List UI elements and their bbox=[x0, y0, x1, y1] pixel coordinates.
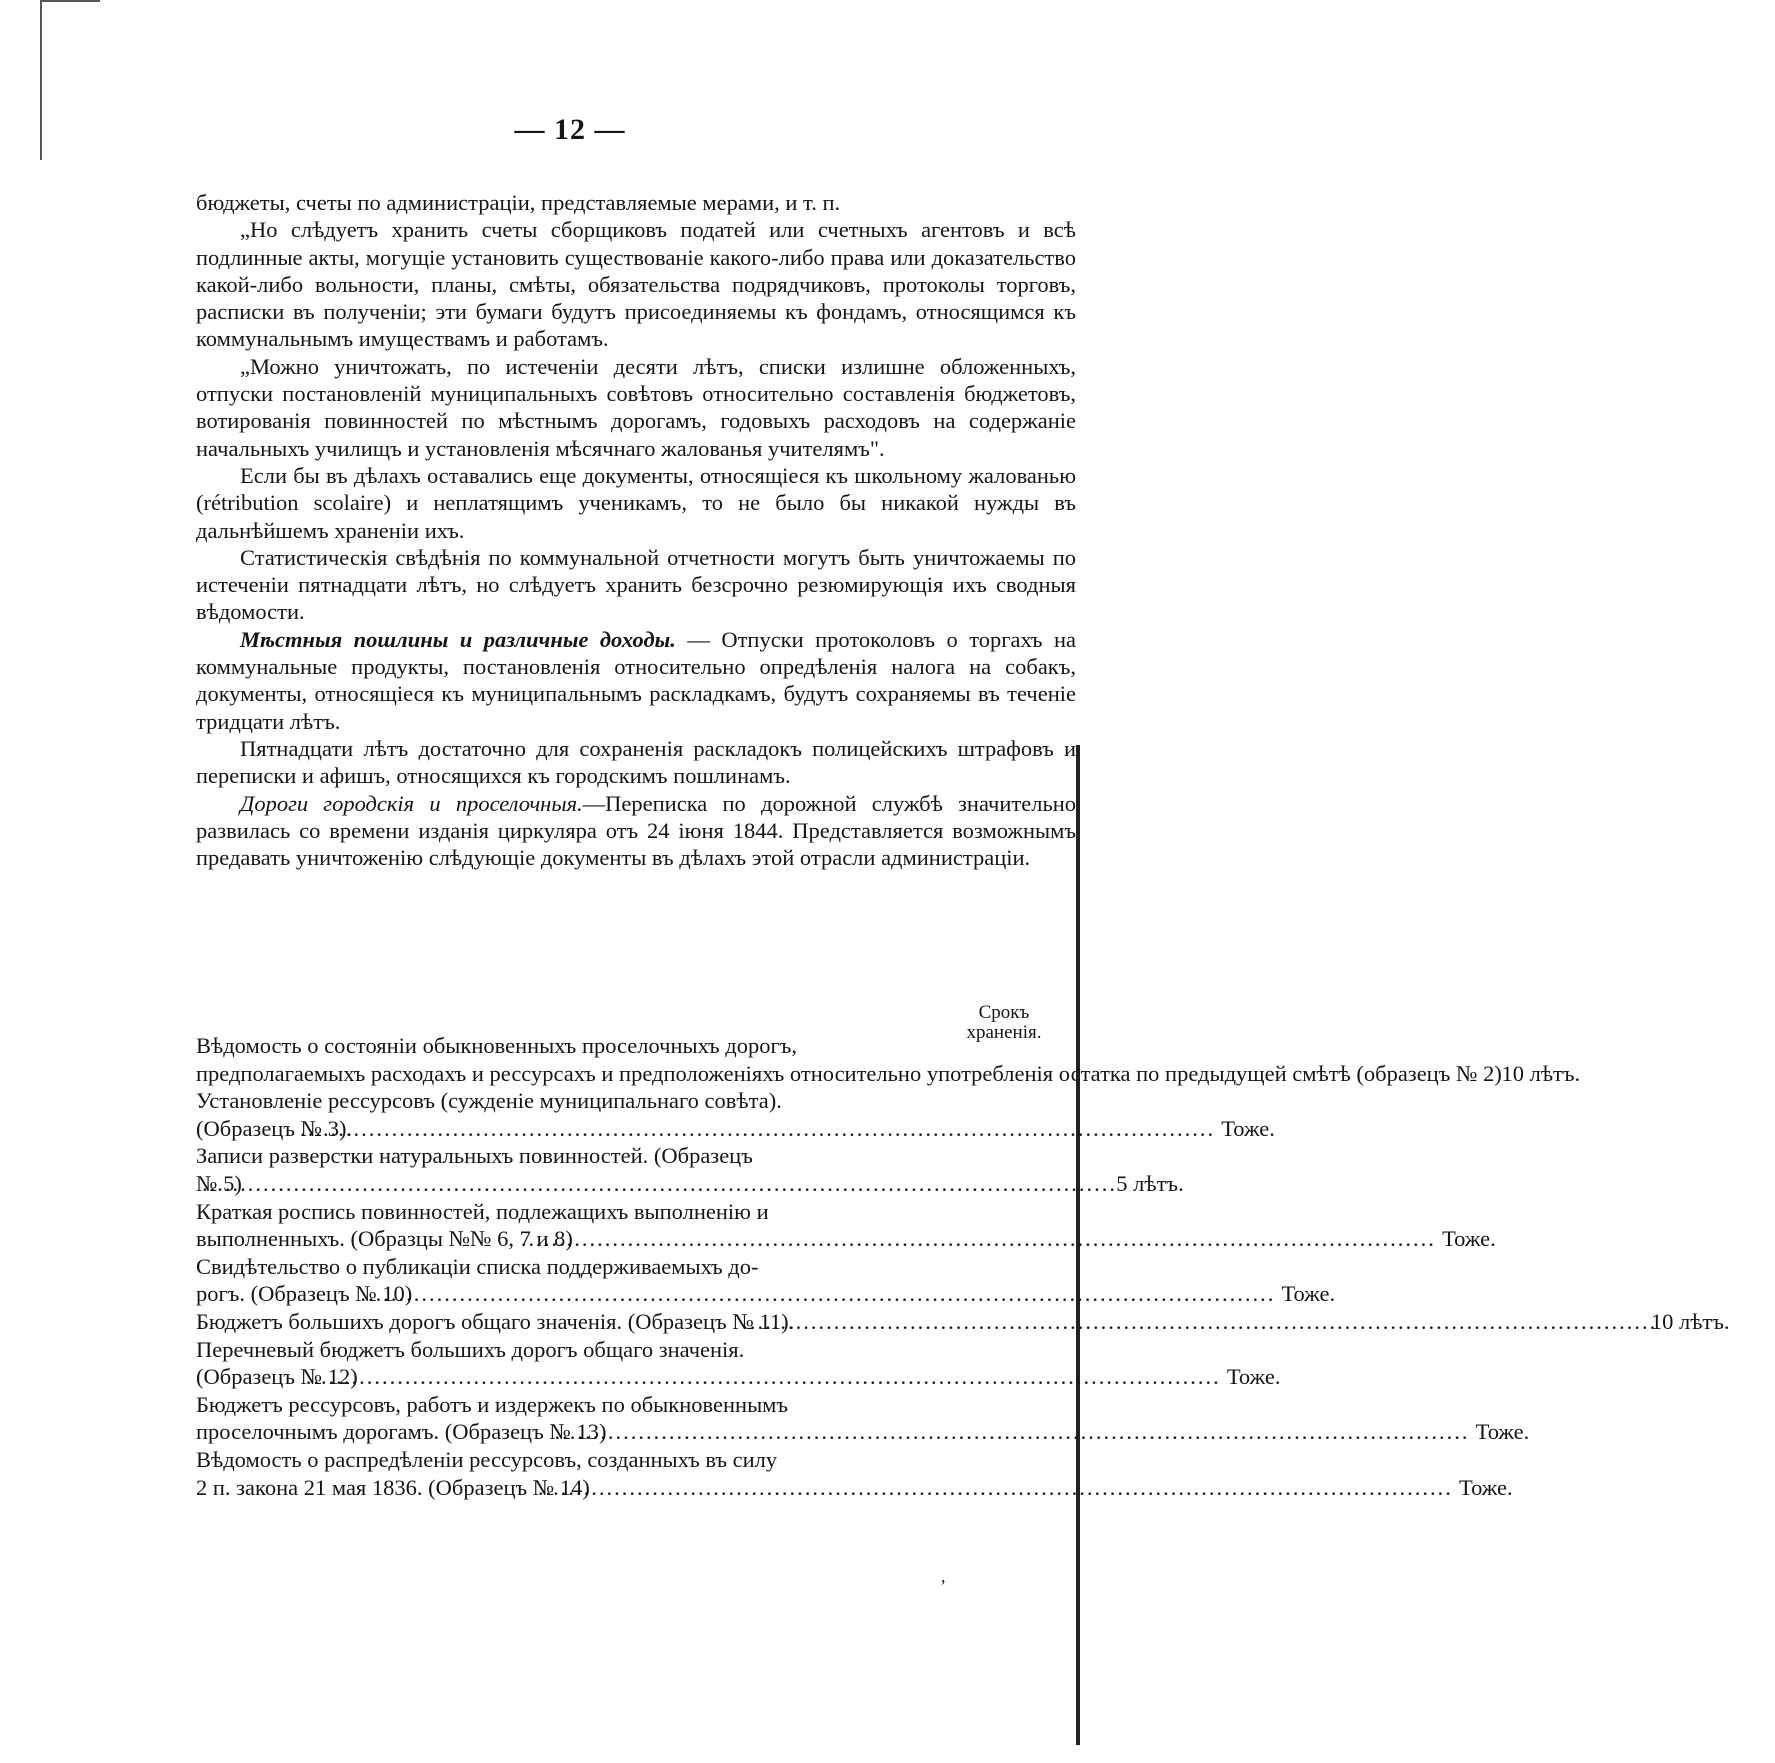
record-description: (Образецъ № 12) bbox=[196, 1364, 358, 1390]
record-description: Свидѣтельство о публикаціи списка поддерживаемыхъ до- bbox=[196, 1253, 759, 1279]
record-item bbox=[196, 1308, 1730, 1336]
record-item bbox=[196, 1198, 1496, 1253]
paragraph-6-text: — Отпуски протоколовъ о торгахъ на коммунальные продукты, постановленія относительно опредѣленія налога на собакъ, документы, относящіеся къ муниципальнымъ раскладкамъ, будутъ сохраняемы въ теченіе тридцати лѣтъ. bbox=[196, 626, 1076, 734]
paragraph-4: Если бы въ дѣлахъ оставались еще документы, относящіеся къ школьному жалованью (rétribution scolaire) и неплатящимъ ученикамъ, то не было бы никакой нужды въ дальнѣйшемъ храненіи ихъ. bbox=[196, 462, 1076, 543]
dot-leader bbox=[800, 1308, 1657, 1336]
record-description: предполагаемыхъ расходахъ и рессурсахъ и предположеніяхъ относительно употребленія остатка по предыдущей смѣтѣ (образецъ № 2) bbox=[196, 1060, 1502, 1086]
dot-leader bbox=[364, 1363, 1221, 1391]
record-item bbox=[196, 1032, 1581, 1087]
record-description: Установленіе рессурсовъ (сужденіе муниципальнаго совѣта). bbox=[196, 1088, 782, 1114]
record-item bbox=[196, 1446, 1513, 1501]
record-retention-term: Тоже. bbox=[1226, 1364, 1281, 1390]
record-retention-term: Тоже. bbox=[1221, 1115, 1275, 1141]
dot-leader bbox=[612, 1418, 1469, 1446]
record-item bbox=[196, 1142, 1184, 1197]
page-number: — 12 — bbox=[514, 113, 626, 146]
record-retention-term: Тоже. bbox=[1459, 1474, 1513, 1500]
record-description: выполненныхъ. (Образцы №№ 6, 7 и 8) bbox=[196, 1226, 573, 1252]
paragraph-8 bbox=[196, 790, 1076, 872]
retention-term-header-line2: храненія. bbox=[966, 1022, 1042, 1043]
paragraph-6 bbox=[196, 626, 1076, 735]
dot-leader bbox=[260, 1170, 1117, 1198]
record-description: Бюджетъ большихъ дорогъ общаго значенія. (Образецъ № 11). bbox=[196, 1308, 795, 1334]
record-final-line bbox=[196, 1474, 1513, 1502]
section-heading-local-duties: Мѣстныя пошлины и различные доходы. bbox=[240, 626, 676, 652]
record-description: Перечневый бюджетъ большихъ дорогъ общаго значенія. bbox=[196, 1336, 745, 1362]
record-final-line bbox=[196, 1280, 1336, 1308]
record-final-line bbox=[196, 1418, 1530, 1446]
record-final-line bbox=[196, 1115, 1275, 1143]
record-retention-term: 10 лѣтъ. bbox=[1650, 1308, 1730, 1334]
dot-leader bbox=[579, 1225, 1436, 1253]
record-final-line bbox=[196, 1363, 1281, 1391]
record-description: Бюджетъ рессурсовъ, работъ и издержекъ по обыкновеннымъ bbox=[196, 1391, 789, 1417]
record-retention-term: Тоже. bbox=[1442, 1226, 1496, 1252]
record-description: 2 п. закона 21 мая 1836. (Образецъ № 14) bbox=[196, 1474, 590, 1500]
retention-term-header-line1: Срокъ bbox=[978, 1002, 1030, 1023]
records-list bbox=[196, 1032, 1730, 1501]
print-mark: , bbox=[941, 1566, 946, 1586]
paragraph-8-text: —Переписка по дорожной службѣ значительно развилась со времени изданія циркуляра отъ 24 іюня 1844. Представляется возможнымъ предавать уничтоженію слѣдующіе документы въ дѣлахъ этой отрасли администраціи. bbox=[196, 790, 1077, 871]
record-description: Вѣдомость о состояніи обыкновенныхъ проселочныхъ дорогъ, bbox=[196, 1033, 797, 1058]
dot-leader bbox=[596, 1474, 1453, 1502]
record-final-line bbox=[196, 1060, 1581, 1088]
record-item bbox=[196, 1253, 1336, 1308]
dot-leader bbox=[418, 1280, 1275, 1308]
record-final-line bbox=[196, 1225, 1496, 1253]
paragraph-1: бюджеты, счеты по администраціи, представляемые мерами, и т. п. bbox=[196, 190, 841, 215]
record-retention-term: Тоже. bbox=[1475, 1419, 1530, 1445]
record-description: проселочнымъ дорогамъ. (Образецъ № 13) bbox=[196, 1419, 607, 1445]
record-description: Краткая роспись повинностей, подлежащихъ выполненію и bbox=[196, 1198, 769, 1224]
dot-leader bbox=[358, 1115, 1215, 1143]
scan-edge-top bbox=[40, 0, 100, 2]
record-retention-term: 10 лѣтъ. bbox=[1501, 1060, 1581, 1086]
record-final-line bbox=[196, 1308, 1730, 1336]
paragraph-2: „Но слѣдуетъ хранить счеты сборщиковъ податей или счетныхъ агентовъ и всѣ подлинные акты, могущіе установить существованіе какого-либо права или доказательство какой-либо вольности, планы, смѣты, обязательства подрядчиковъ, протоколы торговъ, расписки въ полученіи; эти бумаги будутъ присоединяемы къ фондамъ, относящимся къ коммунальнымъ имуществамъ и работамъ. bbox=[196, 217, 1076, 352]
section-heading-roads: Дороги городскія и проселочныя. bbox=[240, 790, 583, 816]
record-description: Записи разверстки натуральныхъ повинностей. (Образецъ bbox=[196, 1143, 753, 1169]
paragraph-3: „Можно уничтожать, по истеченіи десяти лѣтъ, списки излишне обложенныхъ, отпуски постановленій муниципальныхъ совѣтовъ относительно составленія бюджетовъ, вотированія повинностей по мѣстнымъ дорогамъ, годовыхъ расходовъ на содержаніе начальныхъ училищъ и установленія мѣсячнаго жалованья учителямъ". bbox=[196, 353, 1076, 461]
record-description: (Образецъ № 3). bbox=[196, 1115, 353, 1141]
record-final-line: № 5) ..... 5 лѣтъ. bbox=[254, 1170, 1076, 1198]
record-item bbox=[196, 1087, 1275, 1142]
record-retention-term: Тоже. bbox=[1281, 1281, 1336, 1307]
record-description: Вѣдомость о распредѣленіи рессурсовъ, созданныхъ въ силу bbox=[196, 1446, 778, 1472]
record-item bbox=[196, 1391, 1530, 1446]
main-text bbox=[196, 189, 1076, 871]
record-retention-term: 5 лѣтъ. bbox=[1116, 1170, 1184, 1196]
record-item bbox=[196, 1336, 1281, 1391]
paragraph-7: Пятнадцати лѣтъ достаточно для сохраненія раскладокъ полицейскихъ штрафовъ и переписки и афишъ, относящихся къ городскимъ пошлинамъ. bbox=[196, 735, 1076, 789]
record-description: рогъ. (Образецъ № 10) bbox=[196, 1281, 413, 1307]
paragraph-5: Статистическія свѣдѣнія по коммунальной отчетности могутъ быть уничтожаемы по истеченіи пятнадцати лѣтъ, но слѣдуетъ хранить безсрочно резюмирующія ихъ сводныя вѣдомости. bbox=[196, 544, 1076, 625]
